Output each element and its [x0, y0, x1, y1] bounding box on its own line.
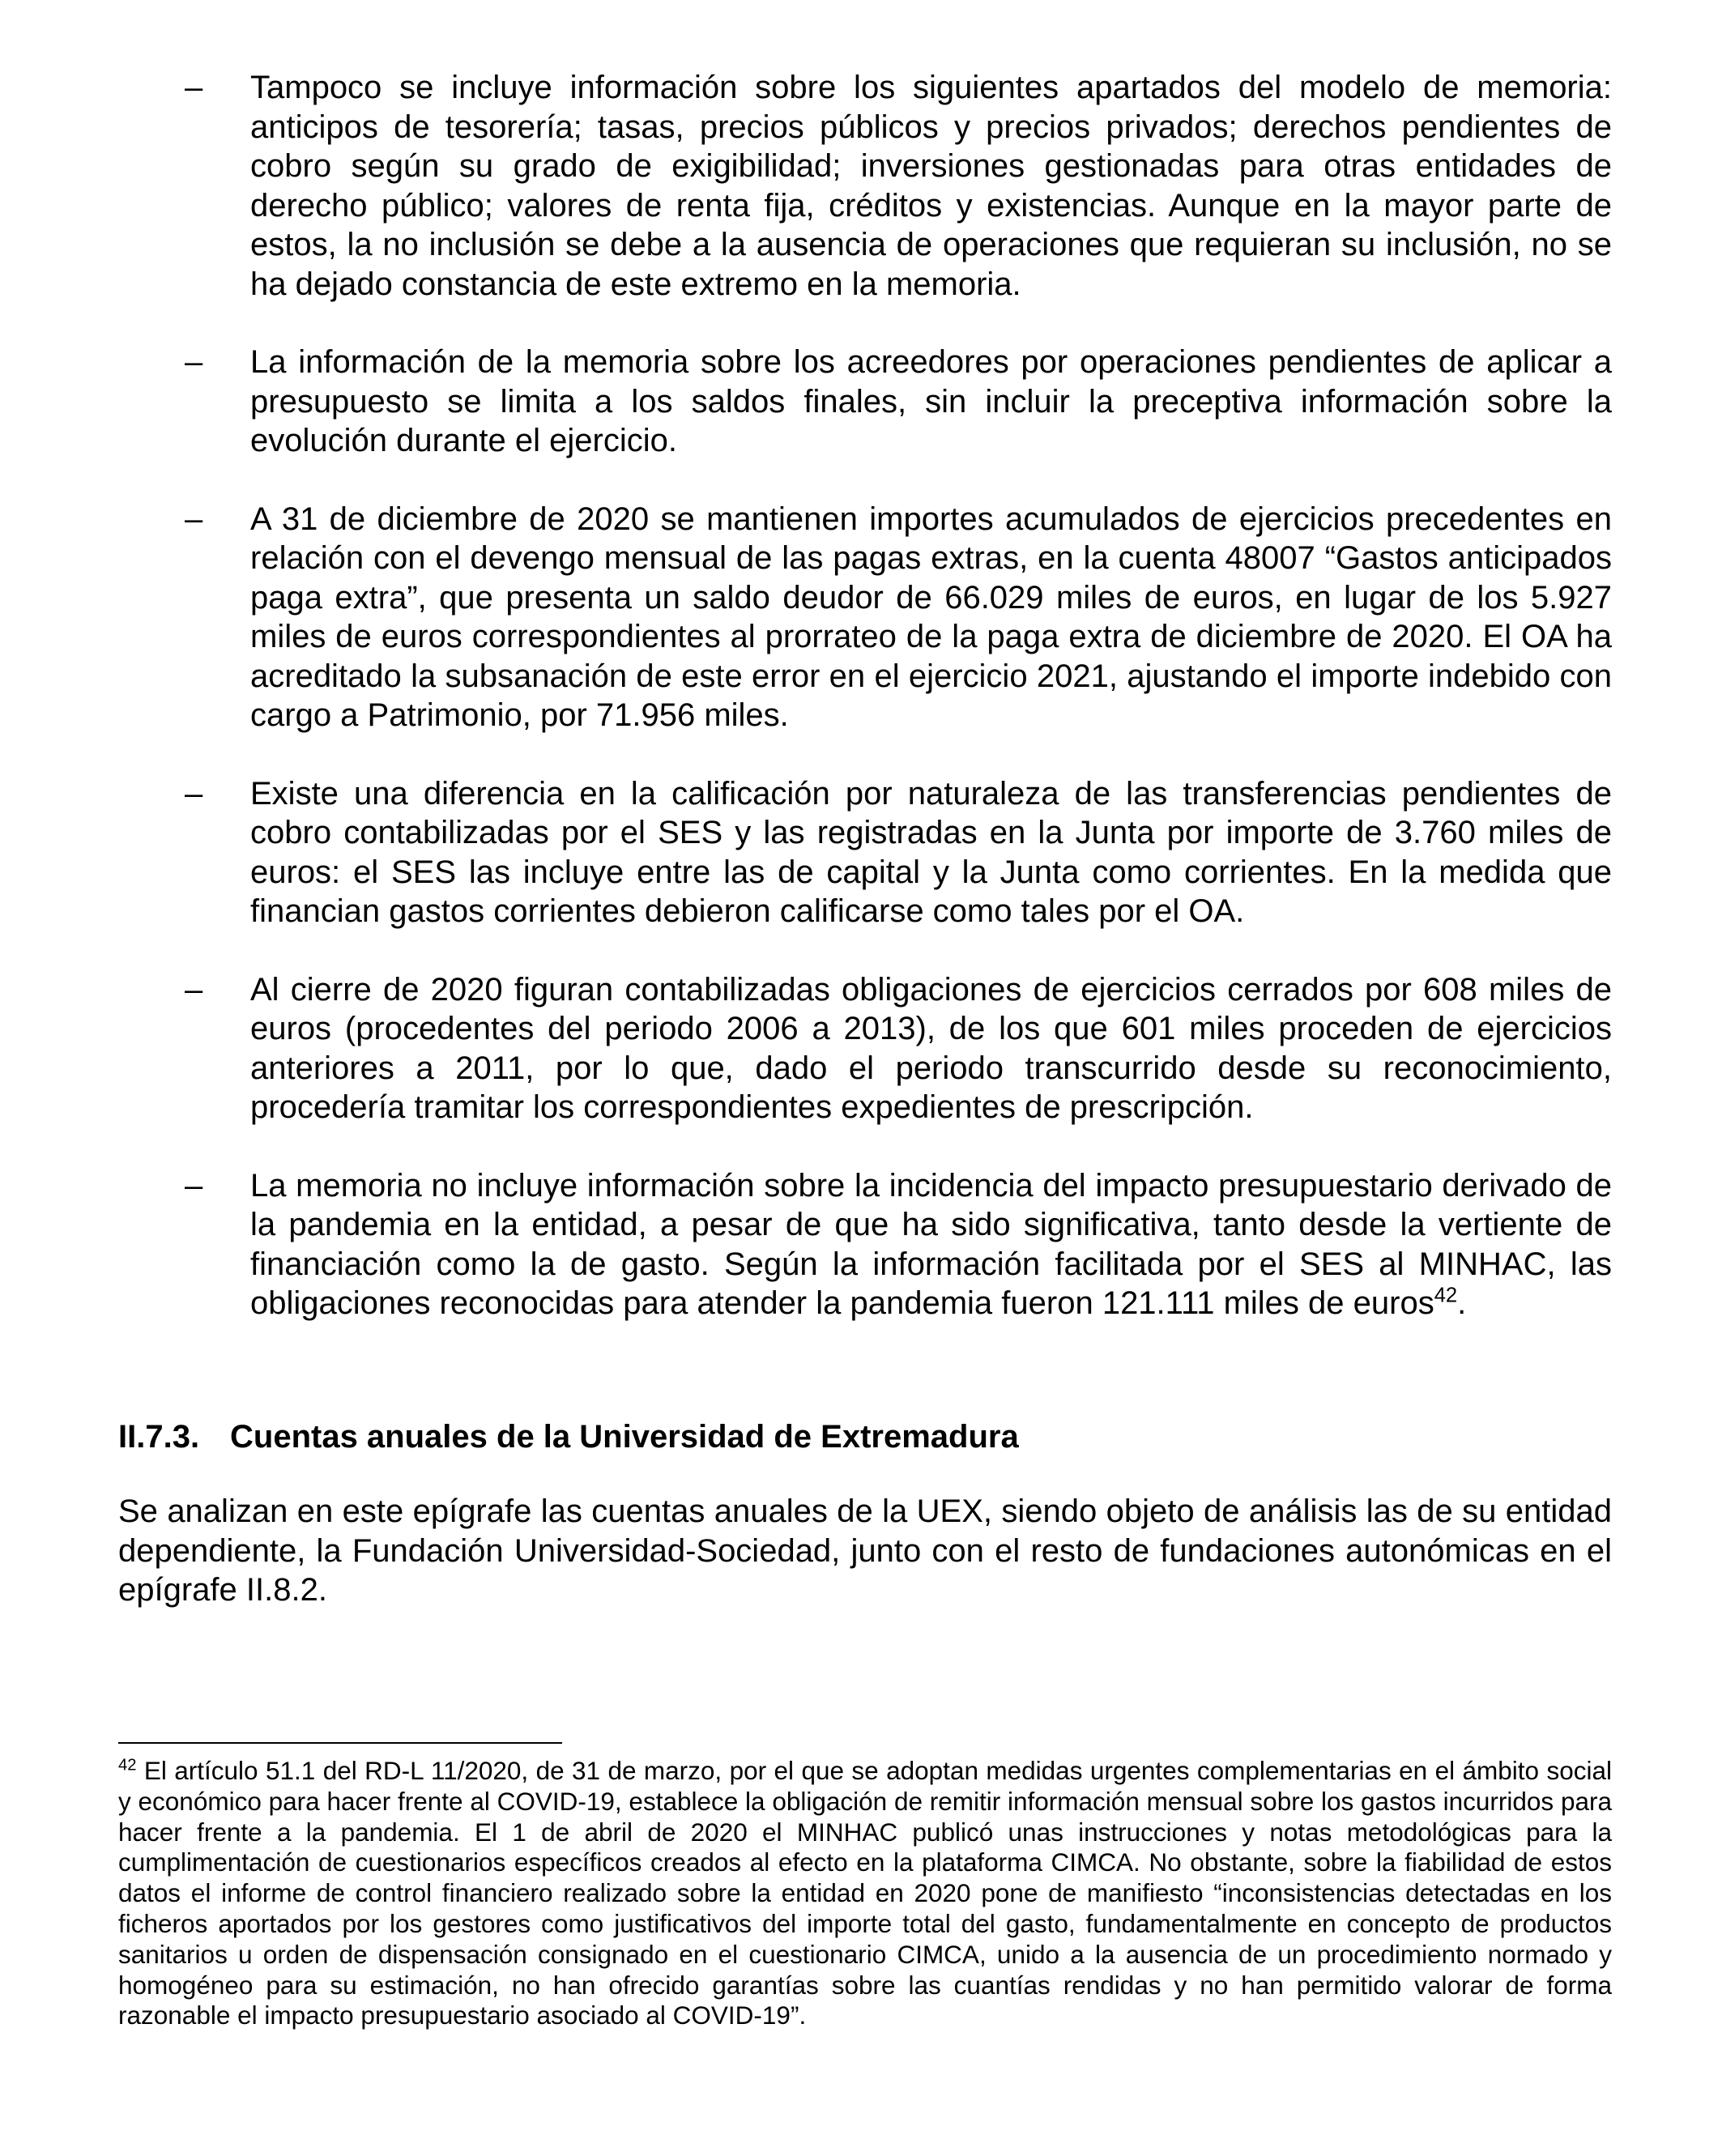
bullet-dash: –: [185, 344, 203, 380]
list-item-text: La información de la memoria sobre los acreedores por operaciones pendientes de aplicar a presupuesto se limita a los saldos finales, sin incluir la preceptiva información sobre la evolución durante el ejercicio.: [250, 344, 1612, 458]
section-intro-paragraph: Se analizan en este epígrafe las cuentas anuales de la UEX, siendo objeto de análisis las de su entidad dependiente, la Fundación Universidad-Sociedad, junto con el resto de fundaciones autonómicas en el epígrafe II.8.2.: [118, 1493, 1612, 1608]
footnote-text: El artículo 51.1 del RD-L 11/2020, de 31 de marzo, por el que se adoptan medidas urgentes complementarias en el ámbito social y económico para hacer frente al COVID-19, establece la obligación de remitir información mensual sobre los gastos incurridos para hacer frente a la pandemia. El 1 de abril de 2020 el MINHAC publicó unas instrucciones y notas metodológicas para la cumplimentación de cuestionarios específicos creados al efecto en la plataforma CIMCA. No obstante, sobre la fiabilidad de estos datos el informe de control financiero realizado sobre la entidad en 2020 pone de manifiesto “inconsistencias detectadas en los ficheros aportados por los gestores como justificativos del importe total del gasto, fundamentalmente en concepto de productos sanitarios u orden de dispensación consignado en el cuestionario CIMCA, unido a la ausencia de un procedimiento normado y homogéneo para su estimación, no han ofrecido garantías sobre las cuantías rendidas y no han permitido valorar de forma razonable el impacto presupuestario asociado al COVID-19”.: [118, 1756, 1612, 2030]
list-item: [118, 68, 1612, 304]
list-item: [118, 343, 1612, 461]
list-item: [118, 774, 1612, 931]
list-item-text-end: .: [1457, 1285, 1467, 1321]
footnote-number: 42: [118, 1756, 137, 1775]
footnote-reference[interactable]: 42: [1434, 1284, 1458, 1307]
section-number: II.7.3.: [118, 1419, 200, 1455]
list-item-text: Tampoco se incluye información sobre los siguientes apartados del modelo de memoria: anticipos de tesorería; tasas, precios públicos y precios privados; derechos pendientes de cobro según su grado de exigibilidad; inversiones gestionadas para otras entidades de derecho público; valores de renta fija, créditos y existencias. Aunque en la mayor parte de estos, la no inclusión se debe a la ausencia de operaciones que requieran su inclusión, no se ha dejado constancia de este extremo en la memoria.: [250, 70, 1612, 302]
list-item-text: Al cierre de 2020 figuran contabilizadas obligaciones de ejercicios cerrados por 608 miles de euros (procedentes del periodo 2006 a 2013), de los que 601 miles proceden de ejercicios anteriores a 2011, por lo que, dado el periodo transcurrido desde su reconocimiento, procedería tramitar los correspondientes expedientes de prescripción.: [250, 971, 1612, 1125]
list-item-text: [250, 1166, 1612, 1323]
list-item-text: Existe una diferencia en la calificación por naturaleza de las transferencias pendientes de cobro contabilizadas por el SES y las registradas en la Junta por importe de 3.760 miles de euros: el SES las incluye entre las de capital y la Junta como corrientes. En la medida que financian gastos corrientes debieron calificarse como tales por el OA.: [250, 775, 1612, 929]
bullet-dash: –: [185, 775, 203, 812]
section-heading: [118, 1417, 1019, 1456]
list-item: [118, 1166, 1612, 1323]
bullet-dash: –: [185, 971, 203, 1008]
footnote: [118, 1756, 1612, 2031]
list-item-text-body: La memoria no incluye información sobre la incidencia del impacto presupuestario derivado de la pandemia en la entidad, a pesar de que ha sido significativa, tanto desde la vertiente de financiación como la de gasto. Según la información facilitada por el SES al MINHAC, las obligaciones reconocidas para atender la pandemia fueron 121.111 miles de euros: [250, 1167, 1612, 1321]
list-item: [118, 970, 1612, 1127]
list-item: [118, 500, 1612, 735]
section-title: Cuentas anuales de la Universidad de Extremadura: [230, 1419, 1019, 1455]
bullet-dash: –: [185, 1167, 203, 1204]
footnote-separator: [118, 1742, 562, 1744]
list-item-text: A 31 de diciembre de 2020 se mantienen importes acumulados de ejercicios precedentes en relación con el devengo mensual de las pagas extras, en la cuenta 48007 “Gastos anticipados paga extra”, que presenta un saldo deudor de 66.029 miles de euros, en lugar de los 5.927 miles de euros correspondientes al prorrateo de la paga extra de diciembre de 2020. El OA ha acreditado la subsanación de este error en el ejercicio 2021, ajustando el importe indebido con cargo a Patrimonio, por 71.956 miles.: [250, 501, 1612, 733]
bullet-dash: –: [185, 70, 203, 105]
bullet-dash: –: [185, 501, 203, 537]
bullet-list: [118, 68, 1612, 1362]
